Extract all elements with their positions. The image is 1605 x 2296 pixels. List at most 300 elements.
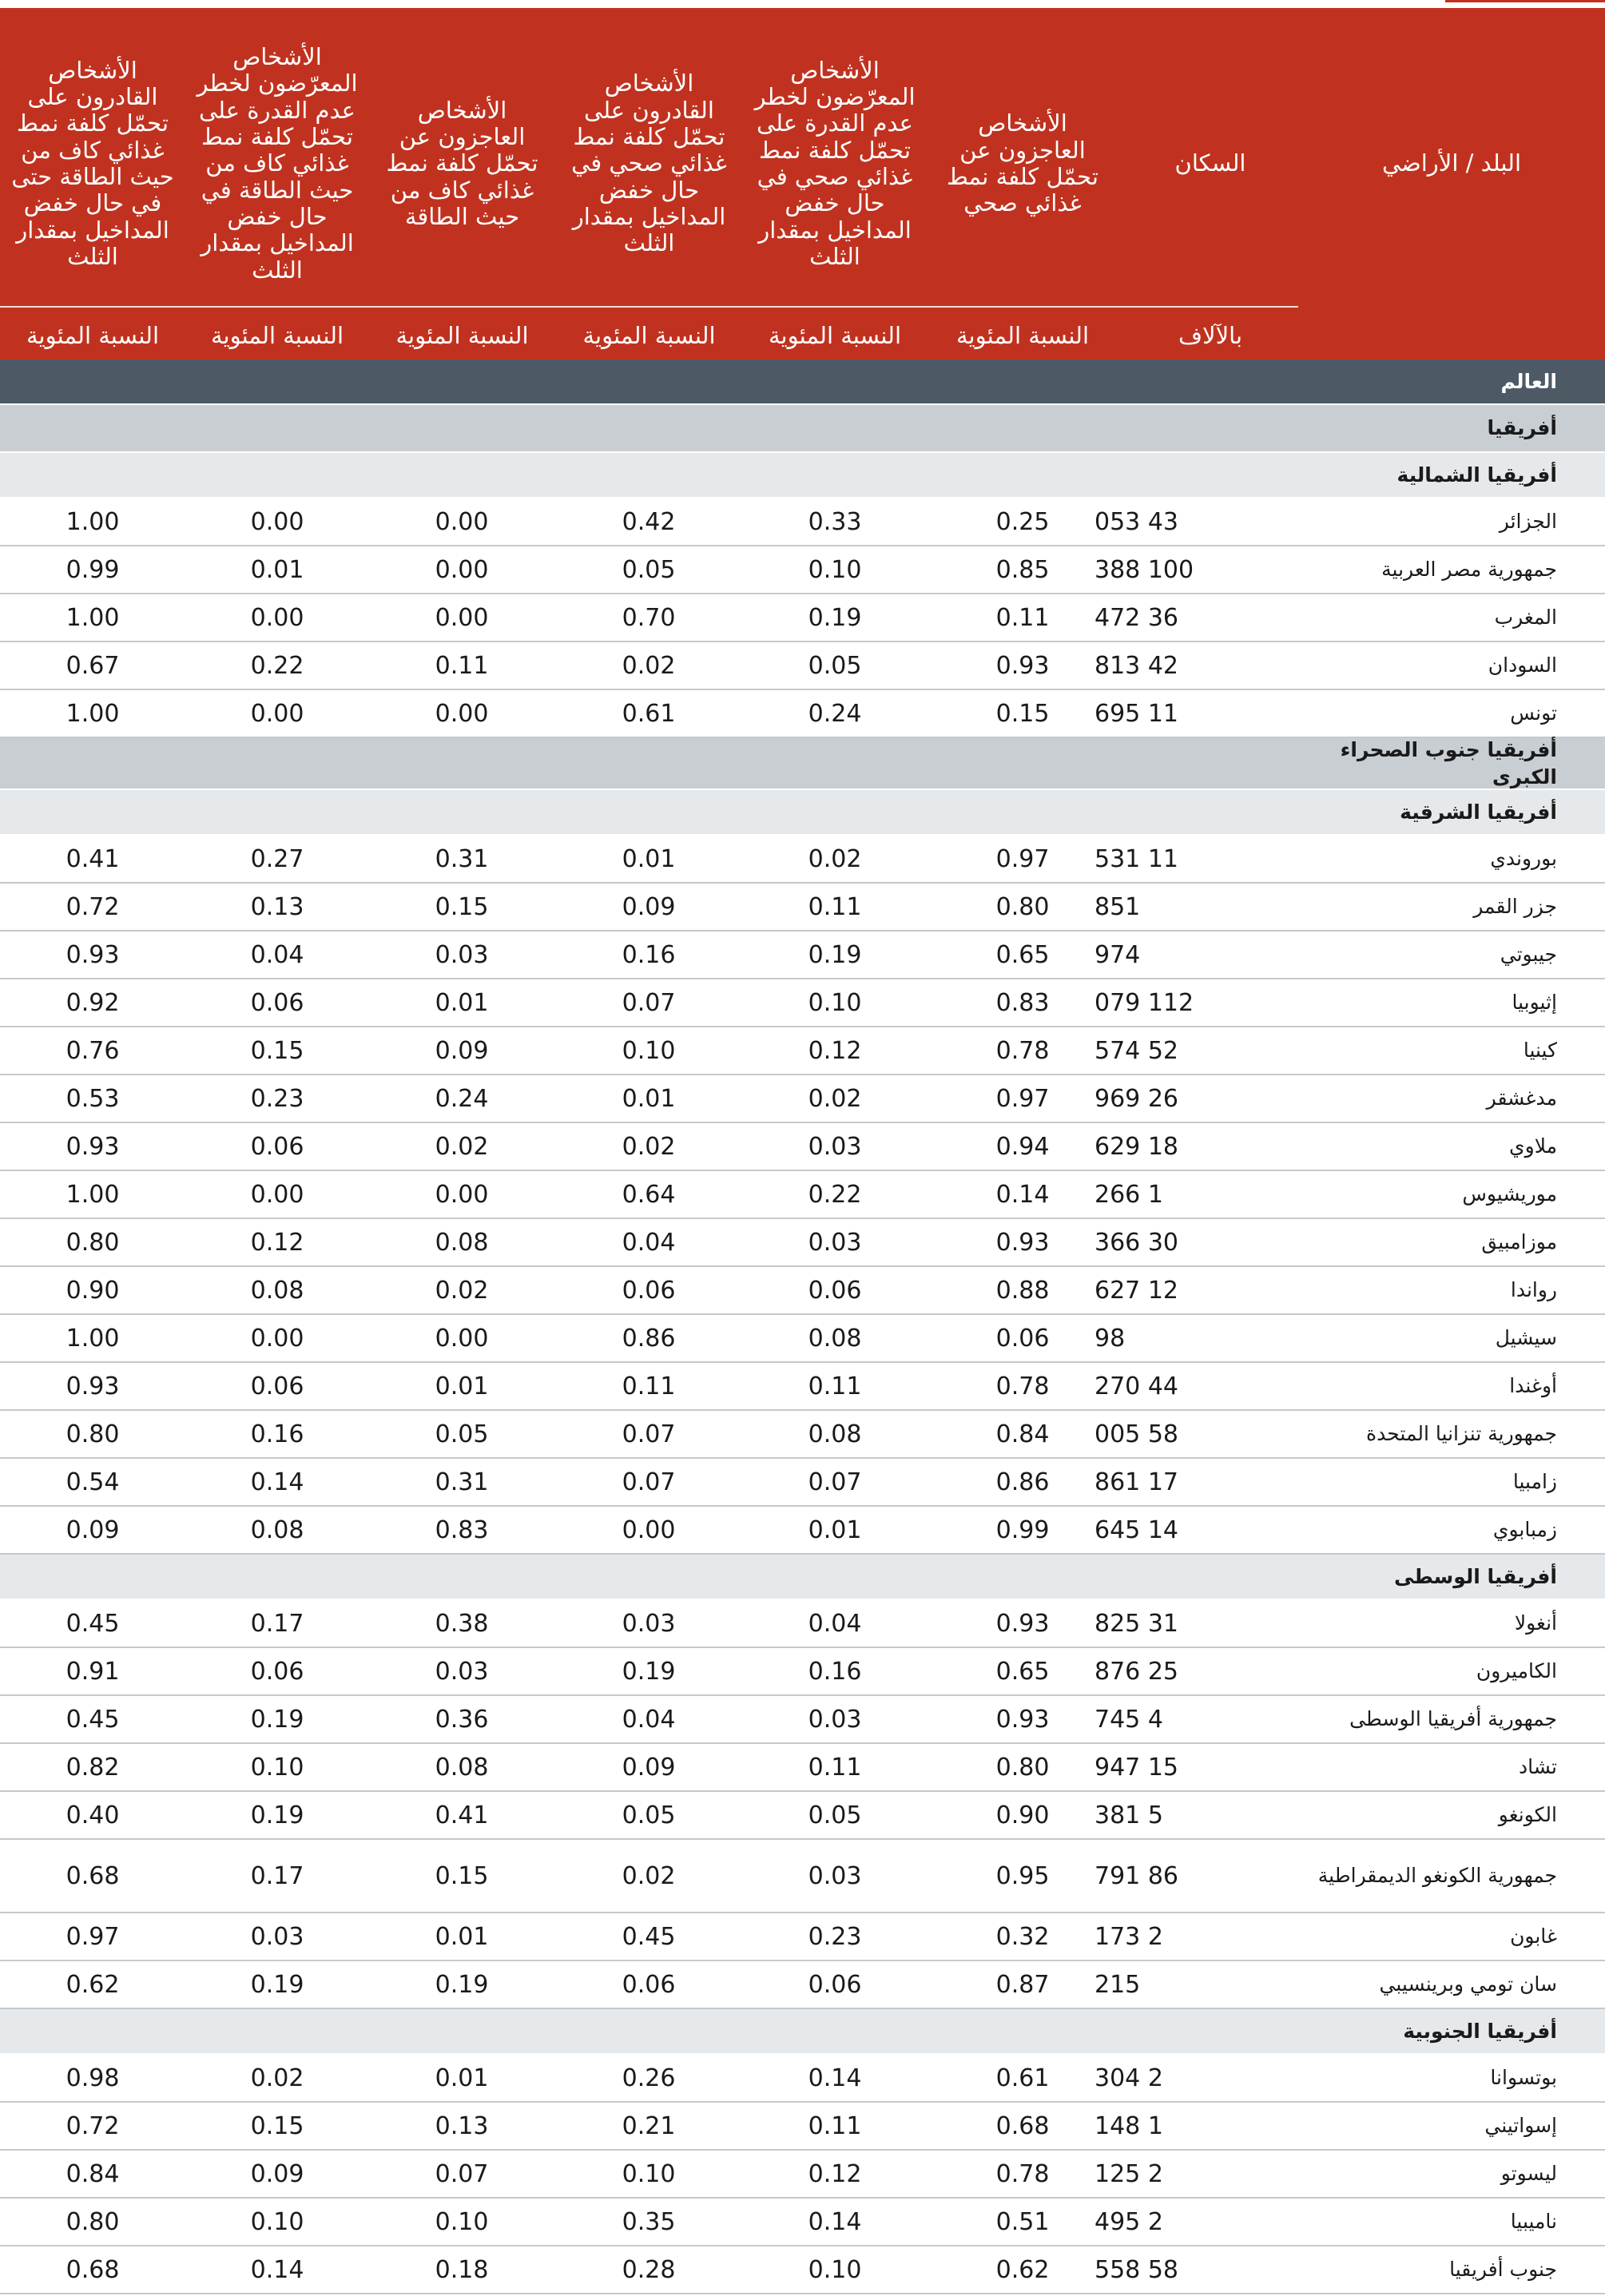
able-energy-value: 0.92 [66, 988, 120, 1017]
able-energy-value: 0.67 [66, 651, 120, 680]
country-name: الكونغو [1498, 1803, 1557, 1827]
country-name: مدغشقر [1486, 1086, 1557, 1110]
able-healthy-value: 0.10 [622, 2159, 676, 2188]
able-healthy-value: 0.01 [622, 844, 676, 873]
country-name: أوغندا [1509, 1374, 1557, 1398]
able-healthy-value: 0.05 [622, 1801, 676, 1829]
table-row [0, 1171, 1605, 1219]
population-value: 44 270 [1094, 1372, 1178, 1400]
able-healthy-value: 0.07 [622, 988, 676, 1017]
able-energy-value: 0.82 [66, 1753, 120, 1782]
at-risk-energy-value: 0.06 [250, 1372, 304, 1400]
population-value: 112 079 [1094, 988, 1194, 1017]
unable-energy-value: 0.00 [435, 555, 489, 584]
able-healthy-value: 0.28 [622, 2255, 676, 2284]
table-row [0, 1696, 1605, 1744]
population-value: 14 645 [1094, 1515, 1178, 1544]
table-header [0, 8, 1605, 359]
country-name: تشاد [1518, 1755, 1557, 1779]
population-value: 1 148 [1094, 2111, 1163, 2140]
header-population: السكان [1174, 149, 1246, 177]
unable-healthy-value: 0.88 [995, 1276, 1050, 1305]
population-value: 30 366 [1094, 1228, 1178, 1257]
population-value: 1 266 [1094, 1180, 1163, 1209]
at-risk-energy-value: 0.27 [250, 844, 304, 873]
able-healthy-value: 0.02 [622, 651, 676, 680]
unable-healthy-value: 0.80 [995, 892, 1050, 921]
unable-healthy-value: 0.61 [995, 2064, 1050, 2092]
at-risk-healthy-value: 0.24 [808, 699, 862, 728]
at-risk-healthy-value: 0.23 [808, 1922, 862, 1951]
subregion-header-row [0, 2009, 1605, 2055]
unable-healthy-value: 0.65 [995, 940, 1050, 969]
unable-healthy-value: 0.99 [995, 1515, 1050, 1544]
at-risk-energy-value: 0.06 [250, 1132, 304, 1161]
able-energy-value: 0.41 [66, 844, 120, 873]
able-energy-value: 0.97 [66, 1922, 120, 1951]
table-row [0, 1600, 1605, 1648]
population-value: 5 381 [1094, 1801, 1163, 1829]
at-risk-healthy-value: 0.07 [808, 1468, 862, 1496]
able-healthy-value: 0.04 [622, 1228, 676, 1257]
table-row [0, 546, 1605, 594]
unable-healthy-value: 0.32 [995, 1922, 1050, 1951]
able-healthy-value: 0.05 [622, 555, 676, 584]
able-healthy-value: 0.16 [622, 940, 676, 969]
unable-healthy-value: 0.25 [995, 507, 1050, 536]
header-unable-healthy: الأشخاص العاجزون عن تحمّل كلفة نمط غذائي صحي [947, 109, 1098, 217]
at-risk-energy-value: 0.01 [250, 555, 304, 584]
at-risk-healthy-value: 0.12 [808, 1036, 862, 1065]
unable-energy-value: 0.07 [435, 2159, 489, 2188]
population-value: 215 [1094, 1970, 1141, 1999]
population-value: 15 947 [1094, 1753, 1178, 1782]
at-risk-energy-value: 0.22 [250, 651, 304, 680]
able-healthy-value: 0.07 [622, 1468, 676, 1496]
population-value: 100 388 [1094, 555, 1194, 584]
able-healthy-value: 0.02 [622, 1132, 676, 1161]
group-label: أفريقيا الوسطى [1393, 1564, 1557, 1588]
able-healthy-value: 0.45 [622, 1922, 676, 1951]
unable-healthy-value: 0.11 [995, 603, 1050, 632]
at-risk-energy-value: 0.23 [250, 1084, 304, 1113]
unable-healthy-value: 0.94 [995, 1132, 1050, 1161]
at-risk-energy-value: 0.00 [250, 1324, 304, 1353]
able-energy-value: 0.90 [66, 1276, 120, 1305]
at-risk-energy-value: 0.16 [250, 1420, 304, 1448]
able-energy-value: 0.93 [66, 1132, 120, 1161]
country-name: ملاوي [1509, 1134, 1557, 1158]
able-energy-value: 0.62 [66, 1970, 120, 1999]
able-energy-value: 0.68 [66, 2255, 120, 2284]
table-row [0, 642, 1605, 690]
region-header-row [0, 738, 1605, 790]
country-name: السودان [1488, 653, 1557, 677]
unable-healthy-value: 0.84 [995, 1420, 1050, 1448]
able-energy-value: 1.00 [66, 699, 120, 728]
table-row [0, 1913, 1605, 1961]
unable-energy-value: 0.10 [435, 2207, 489, 2236]
unable-energy-value: 0.09 [435, 1036, 489, 1065]
unable-energy-value: 0.00 [435, 1180, 489, 1209]
at-risk-healthy-value: 0.12 [808, 2159, 862, 2188]
able-healthy-value: 0.11 [622, 1372, 676, 1400]
unable-healthy-value: 0.97 [995, 844, 1050, 873]
country-name: جنوب أفريقيا [1449, 2258, 1557, 2282]
unable-energy-value: 0.01 [435, 2064, 489, 2092]
country-name: الكاميرون [1476, 1659, 1557, 1683]
able-energy-value: 0.54 [66, 1468, 120, 1496]
at-risk-energy-value: 0.00 [250, 603, 304, 632]
able-energy-value: 0.40 [66, 1801, 120, 1829]
unable-energy-value: 0.02 [435, 1276, 489, 1305]
country-name: بوتسوانا [1490, 2066, 1557, 2090]
table-row [0, 1075, 1605, 1123]
population-value: 12 627 [1094, 1276, 1178, 1305]
unable-healthy-value: 0.80 [995, 1753, 1050, 1782]
country-name: إسواتيني [1484, 2114, 1557, 2138]
population-value: 36 472 [1094, 603, 1178, 632]
able-energy-value: 0.99 [66, 555, 120, 584]
at-risk-healthy-value: 0.06 [808, 1970, 862, 1999]
population-value: 18 629 [1094, 1132, 1178, 1161]
header-able-healthy: الأشخاص القادرون على تحمّل كلفة نمط غذائي صحي في حال خفض المداخيل بمقدار الثلث [571, 70, 727, 257]
unable-energy-value: 0.83 [435, 1515, 489, 1544]
unable-healthy-value: 0.87 [995, 1970, 1050, 1999]
unable-energy-value: 0.38 [435, 1609, 489, 1638]
unable-energy-value: 0.08 [435, 1228, 489, 1257]
able-energy-value: 0.84 [66, 2159, 120, 2188]
table-row [0, 1840, 1605, 1913]
able-healthy-value: 0.19 [622, 1657, 676, 1686]
able-energy-value: 0.80 [66, 1228, 120, 1257]
able-healthy-value: 0.00 [622, 1515, 676, 1544]
population-value: 11 695 [1094, 699, 1178, 728]
at-risk-energy-value: 0.08 [250, 1515, 304, 1544]
group-label: العالم [1500, 369, 1557, 393]
unable-healthy-value: 0.15 [995, 699, 1050, 728]
at-risk-energy-value: 0.15 [250, 2111, 304, 2140]
table-row [0, 690, 1605, 738]
table-row [0, 836, 1605, 884]
able-healthy-value: 0.10 [622, 1036, 676, 1065]
unable-healthy-value: 0.97 [995, 1084, 1050, 1113]
unable-energy-value: 0.00 [435, 507, 489, 536]
unable-energy-value: 0.31 [435, 1468, 489, 1496]
able-healthy-value: 0.03 [622, 1609, 676, 1638]
at-risk-energy-value: 0.17 [250, 1609, 304, 1638]
country-name: زامبيا [1512, 1470, 1557, 1494]
country-name: ناميبيا [1510, 2210, 1557, 2234]
table-row [0, 932, 1605, 979]
country-name: غابون [1510, 1925, 1557, 1948]
table-row [0, 1744, 1605, 1792]
at-risk-energy-value: 0.17 [250, 1861, 304, 1890]
table-row [0, 1648, 1605, 1696]
table-row [0, 1363, 1605, 1411]
at-risk-energy-value: 0.12 [250, 1228, 304, 1257]
able-energy-value: 0.09 [66, 1515, 120, 1544]
at-risk-healthy-value: 0.19 [808, 603, 862, 632]
unable-energy-value: 0.13 [435, 2111, 489, 2140]
table-row [0, 884, 1605, 932]
able-energy-value: 0.53 [66, 1084, 120, 1113]
header-at-risk-healthy: الأشخاص المعرّضون لخطر عدم القدرة على تحمّل كلفة نمط غذائي صحي في حال خفض المداخيل بمقدار الثلث [754, 56, 916, 271]
unable-energy-value: 0.05 [435, 1420, 489, 1448]
country-name: سيشيل [1495, 1326, 1557, 1350]
top-accent [1445, 0, 1605, 2]
table-row [0, 1027, 1605, 1075]
population-value: 974 [1094, 940, 1141, 969]
unable-healthy-value: 0.93 [995, 1705, 1050, 1734]
at-risk-healthy-value: 0.11 [808, 1372, 862, 1400]
at-risk-healthy-value: 0.02 [808, 1084, 862, 1113]
at-risk-energy-value: 0.10 [250, 1753, 304, 1782]
table-row [0, 1792, 1605, 1840]
population-value: 86 791 [1094, 1861, 1178, 1890]
unit-percent: النسبة المئوية [955, 322, 1090, 349]
subregion-header-row [0, 790, 1605, 836]
country-name: بوروندي [1490, 847, 1557, 871]
able-healthy-value: 0.09 [622, 1753, 676, 1782]
population-value: 58 005 [1094, 1420, 1178, 1448]
unit-population: بالآلاف [1178, 322, 1243, 349]
unable-energy-value: 0.11 [435, 651, 489, 680]
at-risk-energy-value: 0.19 [250, 1801, 304, 1829]
unable-healthy-value: 0.83 [995, 988, 1050, 1017]
country-name: سان تومي وبرينسيبي [1379, 1972, 1557, 1996]
unable-energy-value: 0.41 [435, 1801, 489, 1829]
population-value: 26 969 [1094, 1084, 1178, 1113]
population-value: 31 825 [1094, 1609, 1178, 1638]
population-value: 43 053 [1094, 507, 1178, 536]
table-row [0, 2151, 1605, 2199]
population-value: 2 495 [1094, 2207, 1163, 2236]
table-row [0, 1507, 1605, 1555]
at-risk-healthy-value: 0.33 [808, 507, 862, 536]
at-risk-energy-value: 0.08 [250, 1276, 304, 1305]
country-name: زمبابوي [1492, 1518, 1557, 1542]
header-able-energy: الأشخاص القادرون على تحمّل كلفة نمط غذائي كاف من حيث الطاقة حتى في حال خفض المداخيل بمقدار الثلث [11, 56, 174, 271]
able-energy-value: 0.80 [66, 2207, 120, 2236]
unable-energy-value: 0.15 [435, 892, 489, 921]
at-risk-energy-value: 0.09 [250, 2159, 304, 2188]
table-row [0, 2103, 1605, 2151]
country-name: جمهورية تنزانيا المتحدة [1366, 1422, 1557, 1446]
at-risk-energy-value: 0.06 [250, 1657, 304, 1686]
able-healthy-value: 0.02 [622, 1861, 676, 1890]
able-healthy-value: 0.21 [622, 2111, 676, 2140]
population-value: 2 304 [1094, 2064, 1163, 2092]
table-row [0, 1315, 1605, 1363]
unable-energy-value: 0.02 [435, 1132, 489, 1161]
at-risk-healthy-value: 0.11 [808, 2111, 862, 2140]
table-row [0, 499, 1605, 546]
population-value: 52 574 [1094, 1036, 1178, 1065]
at-risk-energy-value: 0.02 [250, 2064, 304, 2092]
able-energy-value: 1.00 [66, 1180, 120, 1209]
header-at-risk-energy: الأشخاص المعرّضون لخطر عدم القدرة على تحمّل كلفة نمط غذائي كاف من حيث الطاقة في حال خفض المداخيل بمقدار الثلث [197, 42, 358, 284]
at-risk-energy-value: 0.13 [250, 892, 304, 921]
country-name: جزر القمر [1473, 895, 1557, 919]
at-risk-healthy-value: 0.03 [808, 1132, 862, 1161]
able-energy-value: 0.93 [66, 940, 120, 969]
group-label: أفريقيا الشرقية [1400, 800, 1557, 824]
at-risk-healthy-value: 0.10 [808, 2255, 862, 2284]
country-name: إثيوبيا [1512, 991, 1557, 1015]
unable-healthy-value: 0.93 [995, 651, 1050, 680]
at-risk-healthy-value: 0.16 [808, 1657, 862, 1686]
at-risk-energy-value: 0.06 [250, 988, 304, 1017]
unable-healthy-value: 0.14 [995, 1180, 1050, 1209]
at-risk-energy-value: 0.04 [250, 940, 304, 969]
at-risk-healthy-value: 0.11 [808, 892, 862, 921]
unable-healthy-value: 0.85 [995, 555, 1050, 584]
at-risk-energy-value: 0.00 [250, 699, 304, 728]
able-healthy-value: 0.01 [622, 1084, 676, 1113]
at-risk-healthy-value: 0.02 [808, 844, 862, 873]
unit-percent: النسبة المئوية [395, 322, 529, 349]
header-unable-energy: الأشخاص العاجزون عن تحمّل كلفة نمط غذائي كاف من حيث الطاقة [386, 96, 538, 231]
able-healthy-value: 0.86 [622, 1324, 676, 1353]
able-energy-value: 0.93 [66, 1372, 120, 1400]
unable-healthy-value: 0.90 [995, 1801, 1050, 1829]
at-risk-energy-value: 0.00 [250, 1180, 304, 1209]
population-value: 17 861 [1094, 1468, 1178, 1496]
unit-percent: النسبة المئوية [26, 322, 160, 349]
header-divider [0, 306, 1298, 308]
population-value: 11 531 [1094, 844, 1178, 873]
at-risk-healthy-value: 0.10 [808, 555, 862, 584]
table-row [0, 2246, 1605, 2294]
subregion-header-row [0, 1555, 1605, 1600]
at-risk-healthy-value: 0.05 [808, 651, 862, 680]
able-energy-value: 0.98 [66, 2064, 120, 2092]
table-row [0, 1411, 1605, 1459]
at-risk-healthy-value: 0.01 [808, 1515, 862, 1544]
table-row [0, 1961, 1605, 2009]
able-healthy-value: 0.06 [622, 1970, 676, 1999]
at-risk-energy-value: 0.19 [250, 1705, 304, 1734]
country-name: موريشيوس [1462, 1182, 1557, 1206]
unable-energy-value: 0.36 [435, 1705, 489, 1734]
able-healthy-value: 0.42 [622, 507, 676, 536]
unable-energy-value: 0.03 [435, 1657, 489, 1686]
unable-healthy-value: 0.78 [995, 2159, 1050, 2188]
country-name: المغرب [1494, 606, 1557, 630]
unable-healthy-value: 0.93 [995, 1609, 1050, 1638]
unable-energy-value: 0.24 [435, 1084, 489, 1113]
country-name: رواندا [1510, 1278, 1557, 1302]
able-healthy-value: 0.04 [622, 1705, 676, 1734]
unable-healthy-value: 0.06 [995, 1324, 1050, 1353]
table-row [0, 1219, 1605, 1267]
able-energy-value: 0.91 [66, 1657, 120, 1686]
population-value: 42 813 [1094, 651, 1178, 680]
at-risk-healthy-value: 0.04 [808, 1609, 862, 1638]
header-country: البلد / الأراضي [1381, 149, 1522, 177]
group-label: أفريقيا جنوب الصحراء الكبرى [1340, 737, 1557, 789]
at-risk-healthy-value: 0.06 [808, 1276, 862, 1305]
able-energy-value: 0.45 [66, 1609, 120, 1638]
able-energy-value: 1.00 [66, 603, 120, 632]
country-name: موزامبيق [1481, 1230, 1557, 1254]
unable-healthy-value: 0.78 [995, 1036, 1050, 1065]
able-healthy-value: 0.26 [622, 2064, 676, 2092]
table-row [0, 1123, 1605, 1171]
group-label: أفريقيا [1487, 416, 1557, 440]
unable-energy-value: 0.01 [435, 988, 489, 1017]
table-row [0, 979, 1605, 1027]
country-name: جمهورية أفريقيا الوسطى [1349, 1707, 1557, 1731]
table-row [0, 1267, 1605, 1315]
able-healthy-value: 0.07 [622, 1420, 676, 1448]
at-risk-energy-value: 0.00 [250, 507, 304, 536]
at-risk-energy-value: 0.14 [250, 2255, 304, 2284]
country-name: جمهورية الكونغو الديمقراطية [1317, 1864, 1557, 1888]
population-value: 98 [1094, 1324, 1126, 1353]
at-risk-healthy-value: 0.05 [808, 1801, 862, 1829]
table-row [0, 2199, 1605, 2246]
at-risk-energy-value: 0.03 [250, 1922, 304, 1951]
region-header-row [0, 405, 1605, 453]
able-energy-value: 0.72 [66, 2111, 120, 2140]
subregion-header-row [0, 453, 1605, 499]
unable-energy-value: 0.19 [435, 1970, 489, 1999]
population-value: 851 [1094, 892, 1141, 921]
top-rule [0, 0, 1605, 8]
country-name: جمهورية مصر العربية [1381, 558, 1557, 582]
able-healthy-value: 0.70 [622, 603, 676, 632]
at-risk-healthy-value: 0.11 [808, 1753, 862, 1782]
at-risk-energy-value: 0.10 [250, 2207, 304, 2236]
unable-healthy-value: 0.78 [995, 1372, 1050, 1400]
unit-percent: النسبة المئوية [582, 322, 716, 349]
able-energy-value: 0.68 [66, 1861, 120, 1890]
able-healthy-value: 0.35 [622, 2207, 676, 2236]
table-row [0, 1459, 1605, 1507]
at-risk-healthy-value: 0.19 [808, 940, 862, 969]
population-value: 58 558 [1094, 2255, 1178, 2284]
unit-percent: النسبة المئوية [210, 322, 344, 349]
unable-healthy-value: 0.68 [995, 2111, 1050, 2140]
population-value: 2 173 [1094, 1922, 1163, 1951]
at-risk-energy-value: 0.14 [250, 1468, 304, 1496]
able-energy-value: 0.72 [66, 892, 120, 921]
table-row [0, 594, 1605, 642]
unit-percent: النسبة المئوية [768, 322, 902, 349]
able-healthy-value: 0.06 [622, 1276, 676, 1305]
unable-energy-value: 0.01 [435, 1372, 489, 1400]
able-healthy-value: 0.64 [622, 1180, 676, 1209]
at-risk-healthy-value: 0.22 [808, 1180, 862, 1209]
world-header-row [0, 359, 1605, 405]
population-value: 25 876 [1094, 1657, 1178, 1686]
unable-energy-value: 0.00 [435, 603, 489, 632]
unable-healthy-value: 0.51 [995, 2207, 1050, 2236]
group-label: أفريقيا الجنوبية [1403, 2019, 1557, 2043]
table-row [0, 2055, 1605, 2103]
able-energy-value: 1.00 [66, 507, 120, 536]
unable-healthy-value: 0.95 [995, 1861, 1050, 1890]
able-energy-value: 0.76 [66, 1036, 120, 1065]
unable-energy-value: 0.15 [435, 1861, 489, 1890]
unable-energy-value: 0.03 [435, 940, 489, 969]
at-risk-healthy-value: 0.14 [808, 2064, 862, 2092]
able-energy-value: 1.00 [66, 1324, 120, 1353]
country-name: تونس [1510, 701, 1557, 725]
at-risk-healthy-value: 0.10 [808, 988, 862, 1017]
